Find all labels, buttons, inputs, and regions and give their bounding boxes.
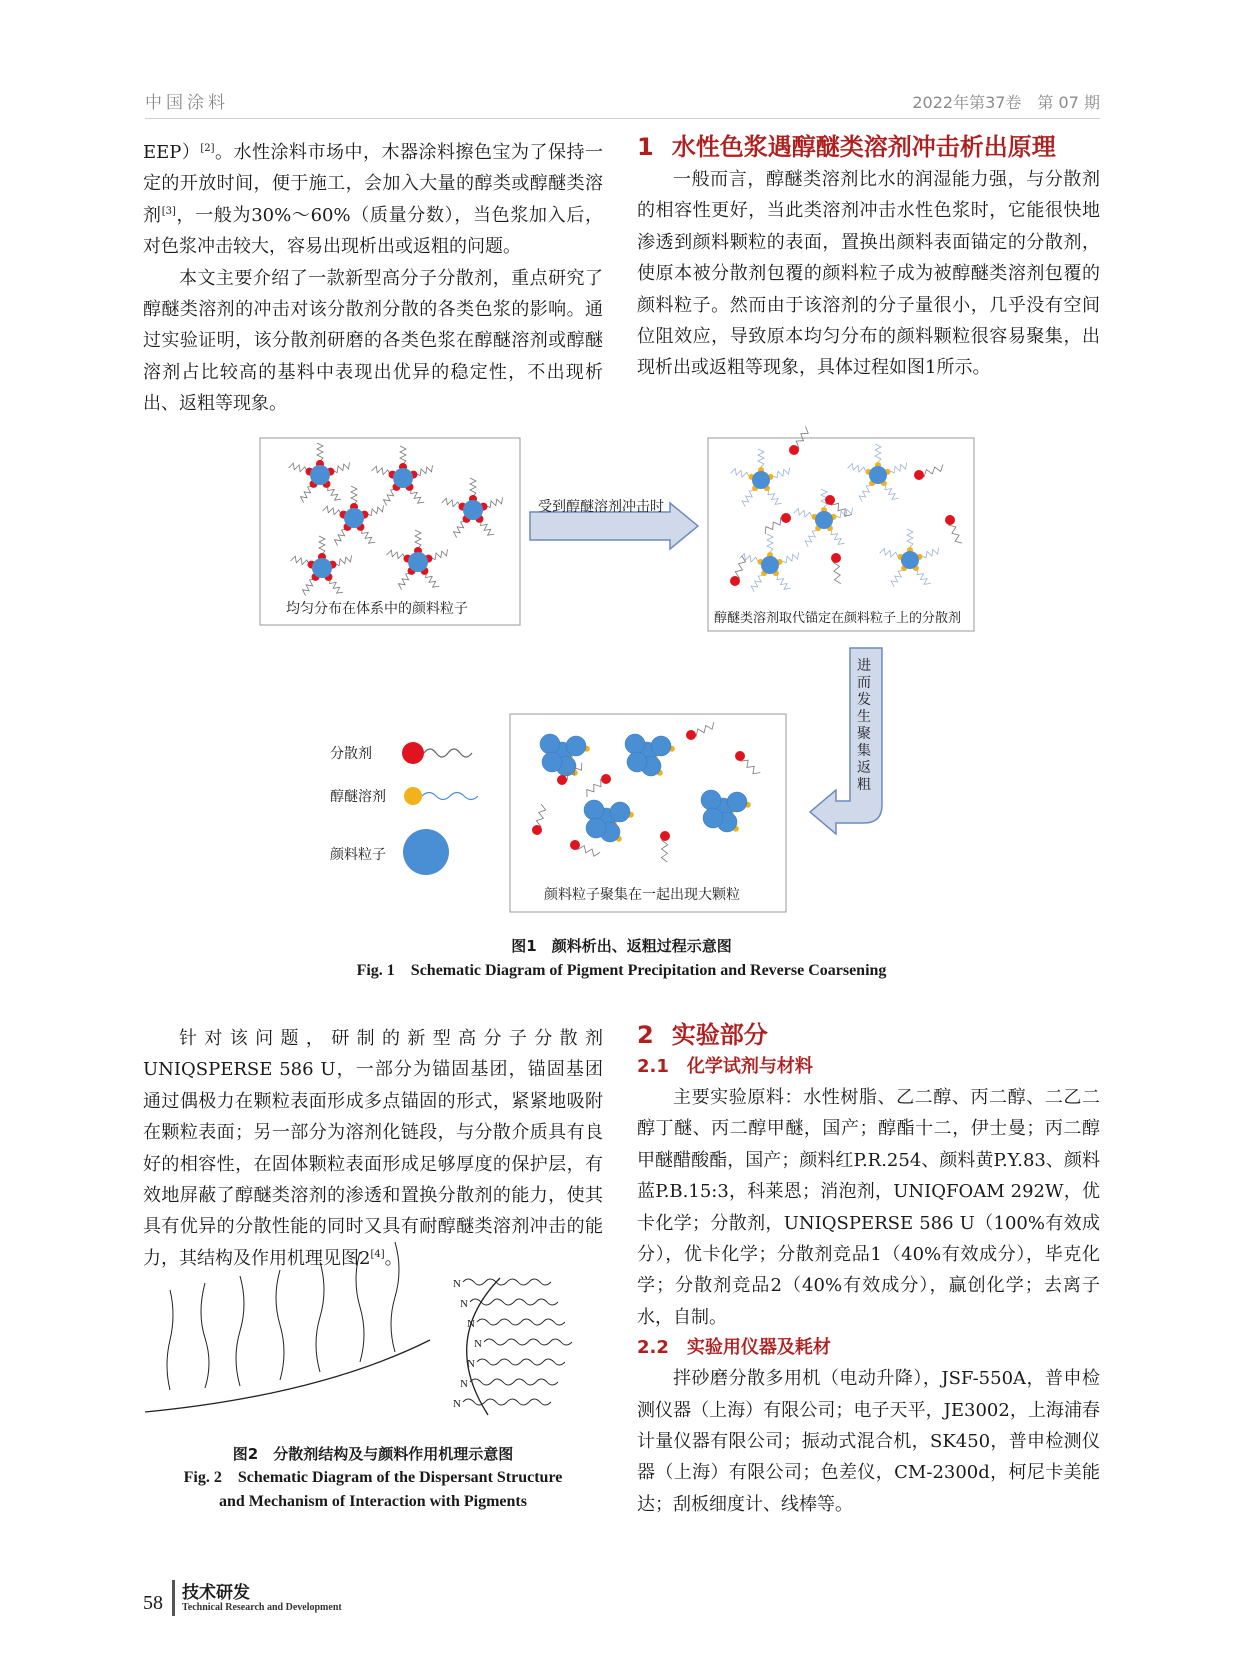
left-column-bottom — [143, 1023, 603, 1274]
solvated-chain — [470, 1379, 558, 1385]
pigment-particle — [703, 808, 723, 828]
nitrogen-label: N — [474, 1338, 482, 1350]
free-dispersant — [789, 445, 799, 455]
figure-2-caption-en-2: and Mechanism of Interaction with Pigments — [219, 1493, 527, 1510]
figure-1-caption-en: Fig. 1 Schematic Diagram of Pigment Precipitation and Reverse Coarsening — [356, 962, 887, 979]
box-1-label: 均匀分布在体系中的颜料粒子 — [286, 601, 468, 617]
section-2-1-heading: 2.1 化学试剂与材料 — [637, 1056, 813, 1077]
section-1-heading: 1 水性色浆遇醇醚类溶剂冲击析出原理 — [637, 133, 1056, 161]
solvated-chain — [463, 1399, 551, 1405]
nitrogen-label: N — [453, 1398, 461, 1410]
pigment-particle — [408, 552, 428, 572]
pigment-particle — [752, 471, 770, 489]
free-dispersant — [735, 751, 745, 761]
pigment-particle — [310, 465, 330, 485]
free-dispersant — [730, 576, 740, 586]
box-3-label: 颜料粒子聚集在一起出现大颗粒 — [544, 887, 740, 903]
pigment-particle — [815, 511, 833, 529]
nitrogen-label: N — [467, 1358, 475, 1370]
arrow-1-label: 受到醇醚溶剂冲击时 — [538, 499, 664, 515]
pigment-particle — [344, 508, 364, 528]
footer-section-cn: 技术研发 — [182, 1583, 250, 1603]
free-dispersant — [825, 495, 835, 505]
legend-solvent-icon — [404, 787, 422, 805]
pigment-surface-left — [145, 1340, 430, 1412]
pigment-surface-right — [467, 1278, 500, 1415]
section-2-2-heading: 2.2 实验用仪器及耗材 — [637, 1337, 831, 1359]
pigment-particle — [761, 556, 779, 574]
box-2-label: 醇醚类溶剂取代锚定在颜料粒子上的分散剂 — [714, 611, 962, 626]
footer-divider — [172, 1580, 175, 1616]
solvated-chain — [477, 1359, 565, 1365]
legend-pigment-label: 颜料粒子 — [330, 847, 386, 863]
pigment-particle — [869, 466, 887, 484]
pigment-particle — [727, 792, 747, 812]
pigment-particle — [627, 752, 647, 772]
nitrogen-label: N — [460, 1378, 468, 1390]
free-dispersant — [914, 470, 924, 480]
solvated-chain — [477, 1319, 565, 1325]
pigment-particle — [651, 736, 671, 756]
nitrogen-label: N — [453, 1278, 461, 1290]
figure-1-box-replaced — [708, 438, 974, 631]
free-dispersant — [570, 840, 580, 850]
section-2-1-body: 主要实验原料：水性树脂、乙二醇、丙二醇、二乙二醇丁醚、丙二醇甲醚，国产；醇酯十二，伊士曼；丙二醇甲醚醋酸酯，国产；颜料红P.R.254、颜料黄P.Y.83、颜料蓝P.B.15:3，科莱恩；消泡剂，UNIQFOAM 292W，优卡化学；分散剂，UNIQSPERSE 586 U（100%有效成分），优卡化学；分散剂竞品1（40%有效成分），毕克化学；分散剂竞品2（40%有效成分），赢创化学；去离子水，自制。 — [637, 1087, 1100, 1328]
legend-pigment-icon — [403, 829, 449, 875]
paragraph-3: 针对该问题，研制的新型高分子分散剂UNIQSPERSE 586 U，一部分为锚固基团，锚固基团通过偶极力在颗粒表面形成多点锚固的形式，紧紧地吸附在颗粒表面；另一部分为溶剂化链段，与分散介质具有良好的相容性，在固体颗粒表面形成足够厚度的保护层，有效地屏蔽了醇醚类溶剂的渗透和置换分散剂的能力，使其具有优异的分散性能的同时又具有耐醇醚类溶剂冲击的能力，其结构及作用机理见图2[4]。 — [143, 1028, 603, 1269]
free-dispersant — [601, 774, 611, 784]
pigment-particle — [463, 500, 483, 520]
figure-1-caption-cn: 图1 颜料析出、返粗过程示意图 — [511, 937, 732, 955]
figure-2-caption-cn: 图2 分散剂结构及与颜料作用机理示意图 — [232, 1445, 514, 1463]
free-dispersant — [557, 775, 567, 785]
nitrogen-label: N — [460, 1298, 468, 1310]
section-2-2-body: 拌砂磨分散多用机（电动升降），JSF-550A，普申检测仪器（上海）有限公司；电子天平，JE3002，上海浦春计量仪器有限公司；振动式混合机，SK450，普申检测仪器（上海）有限公司；色差仪，CM-2300d，柯尼卡美能达；刮板细度计、线棒等。 — [637, 1368, 1100, 1515]
free-dispersant — [781, 513, 791, 523]
free-dispersant — [532, 825, 542, 835]
section-2 — [637, 1018, 1100, 1520]
pigment-particle — [610, 802, 630, 822]
pigment-particle — [701, 790, 721, 810]
section-1-body: 一般而言，醇醚类溶剂比水的润湿能力强，与分散剂的相容性更好，当此类溶剂冲击水性色浆时，它能很快地渗透到颜料颗粒的表面，置换出颜料表面锚定的分散剂，使原本被分散剂包覆的颜料粒子成为被醇醚类溶剂包覆的颜料粒子。然而由于该溶剂的分子量很小，几乎没有空间位阻效应，导致原本均匀分布的颜料颗粒很容易聚集，出现析出或返粗等现象，具体过程如图1所示。 — [637, 169, 1100, 379]
free-dispersant — [686, 730, 696, 740]
citation-2: [2] — [200, 143, 215, 154]
journal-name: 中国涂料 — [145, 93, 229, 113]
pigment-particle — [566, 736, 586, 756]
footer-section-en: Technical Research and Development — [182, 1602, 342, 1613]
issue-info: 2022年第37卷 第 07 期 — [912, 93, 1100, 112]
pigment-particle — [586, 818, 606, 838]
legend-solvent-label: 醇醚溶剂 — [330, 789, 386, 805]
nitrogen-label: N — [467, 1318, 475, 1330]
pigment-particle — [542, 752, 562, 772]
citation-4: [4] — [370, 1248, 385, 1260]
figure-2-caption-en-1: Fig. 2 Schematic Diagram of the Dispersant Structure — [183, 1469, 563, 1486]
pigment-particle — [393, 468, 413, 488]
pigment-particle — [584, 800, 604, 820]
solvated-chain — [484, 1339, 572, 1345]
free-dispersant — [660, 831, 670, 841]
free-dispersant — [945, 515, 955, 525]
figure-1-legend — [402, 742, 478, 875]
pigment-particle — [625, 734, 645, 754]
legend-dispersant-label: 分散剂 — [330, 746, 372, 762]
free-dispersant — [831, 553, 841, 563]
legend-dispersant-icon — [402, 742, 424, 764]
paragraph-1: EEP）[2]。水性涂料市场中，木器涂料擦色宝为了保持一定的开放时间，便于施工，会加入大量的醇类或醇醚类溶剂[3]，一般为30%～60%（质量分数），当色浆加入后，对色浆冲击较大，容易出现析出或返粗的问题。 — [143, 142, 604, 258]
citation-3: [3] — [161, 205, 176, 217]
section-2-heading: 2 实验部分 — [637, 1021, 768, 1049]
paragraph-2: 本文主要介绍了一款新型高分子分散剂，重点研究了醇醚类溶剂的冲击对该分散剂分散的各类色浆的影响。通过实验证明，该分散剂研磨的各类色浆在醇醚溶剂或醇醚溶剂占比较高的基料中表现出优异的稳定性，不出现析出、返粗等现象。 — [143, 267, 603, 415]
pigment-particle — [540, 734, 560, 754]
pigment-particle — [312, 558, 332, 578]
arrow-2-label: 进而发生聚集返粗 — [857, 658, 871, 793]
solvated-chain — [463, 1279, 551, 1285]
page-number: 58 — [143, 1592, 163, 1614]
pigment-particle — [901, 551, 919, 569]
